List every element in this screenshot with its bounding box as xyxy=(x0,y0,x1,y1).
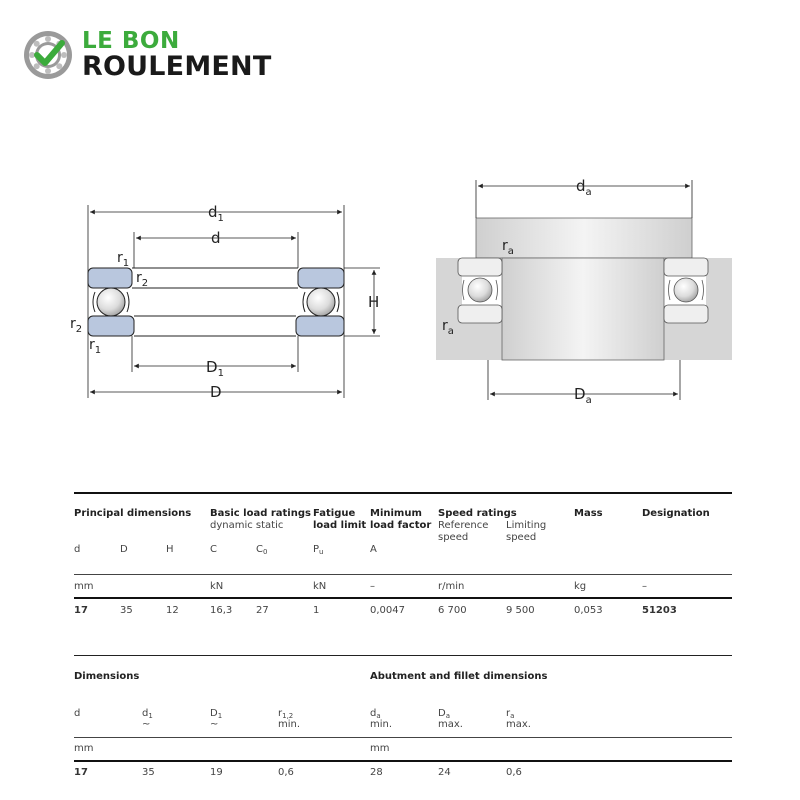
label-D1: $D_1$ xyxy=(206,358,224,379)
unit-kg: kg xyxy=(574,581,587,592)
label-Da: $D_a$ xyxy=(574,385,592,406)
unit-mm: mm xyxy=(74,581,94,592)
header-limiting: Limiting xyxy=(506,520,547,531)
housing-washer-left xyxy=(88,316,134,336)
table2-values-rule xyxy=(74,760,732,762)
dimension-lines-left xyxy=(88,205,380,398)
bearing-mounting-view xyxy=(436,218,732,360)
header-dynamic-static: dynamic static xyxy=(210,520,284,531)
unit-dash-designation: – xyxy=(642,581,647,592)
symbol2-da-base: d xyxy=(370,708,377,719)
shaft-body xyxy=(502,258,664,360)
unit-kN-load: kN xyxy=(210,581,224,592)
header-abutment-fillet: Abutment and fillet dimensions xyxy=(370,671,548,682)
symbol2-ra-max: max. xyxy=(506,719,531,730)
label-r1-bottom: $r_1$ xyxy=(89,337,102,356)
symbol2-D1-approx: ~ xyxy=(210,719,219,730)
table1-units-rule xyxy=(74,574,732,575)
symbol-Pu-sub: u xyxy=(319,548,324,556)
symbol2-r12-sub: 1,2 xyxy=(282,712,294,720)
value2-D1: 19 xyxy=(210,767,223,778)
value-A: 0,0047 xyxy=(370,605,405,616)
symbol-d: d xyxy=(74,544,81,555)
label-H: H xyxy=(368,293,380,311)
symbol-C: C xyxy=(210,544,217,555)
ball-right xyxy=(307,288,335,316)
symbol-A: A xyxy=(370,544,377,555)
label-r1-top: $r_1$ xyxy=(117,250,130,269)
header-load-factor: load factor xyxy=(370,520,432,531)
header-minimum: Minimum xyxy=(370,508,422,519)
value-reference-speed: 6 700 xyxy=(438,605,467,616)
ball-mount-left xyxy=(468,278,492,302)
symbol2-da-sub: a xyxy=(376,712,381,720)
symbol2-r12-base: r xyxy=(278,708,283,719)
label-d1: $d_1$ xyxy=(208,203,224,224)
header-dimensions: Dimensions xyxy=(74,671,140,682)
header-reference-speed: speed xyxy=(438,532,469,543)
header-speed-ratings: Speed ratings xyxy=(438,508,517,519)
symbol2-d1-approx: ~ xyxy=(142,719,151,730)
symbol2-ra-base: r xyxy=(506,708,511,719)
ball-left xyxy=(97,288,125,316)
symbol2-d: d xyxy=(74,708,81,719)
symbol2-da-min: min. xyxy=(370,719,393,730)
table1-top-rule xyxy=(74,492,732,494)
value-limiting-speed: 9 500 xyxy=(506,605,535,616)
value2-Da: 24 xyxy=(438,767,451,778)
logo-text-roulement: ROULEMENT xyxy=(82,51,272,82)
symbol2-Da-max: max. xyxy=(438,719,463,730)
header-fatigue: Fatigue xyxy=(313,508,356,519)
symbol-C0-base: C xyxy=(256,544,263,555)
unit-rmin: r/min xyxy=(438,581,465,592)
symbol-H: H xyxy=(166,544,174,555)
label-r2-left: $r_2$ xyxy=(70,316,83,335)
label-ra-left: $r_a$ xyxy=(442,318,454,337)
table2-top-rule xyxy=(74,655,732,656)
symbol-D: D xyxy=(120,544,128,555)
value2-d1: 35 xyxy=(142,767,155,778)
symbol2-D1-sub: 1 xyxy=(217,712,223,720)
value-mass: 0,053 xyxy=(574,605,603,616)
symbol-Pu xyxy=(313,544,323,558)
symbol2-d1-base: d xyxy=(142,708,149,719)
logo-text-le-bon: LE BON xyxy=(82,28,180,54)
header-limiting-speed: speed xyxy=(506,532,537,543)
value2-d: 17 xyxy=(74,767,88,778)
value2-da: 28 xyxy=(370,767,383,778)
shaft-washer-left xyxy=(88,268,132,288)
label-da: $d_a$ xyxy=(576,177,592,198)
label-d: d xyxy=(211,229,221,247)
bearing-section-view xyxy=(88,268,344,336)
unit-dash-factor: – xyxy=(370,581,375,592)
table2-units-rule xyxy=(74,737,732,738)
value2-r12: 0,6 xyxy=(278,767,294,778)
unit-kN-fatigue: kN xyxy=(313,581,327,592)
symbol2-ra-sub: a xyxy=(510,712,515,720)
table1-values-rule xyxy=(74,597,732,599)
header-principal-dimensions: Principal dimensions xyxy=(74,508,192,519)
symbol-Pu-base: P xyxy=(313,544,320,555)
value-C: 16,3 xyxy=(210,605,233,616)
symbol2-D1-base: D xyxy=(210,708,218,719)
value-C0: 27 xyxy=(256,605,269,616)
symbol-C0 xyxy=(256,544,267,558)
label-ra-top: $r_a$ xyxy=(502,238,514,257)
unit2-mm-dimensions: mm xyxy=(74,743,94,754)
housing-washer-right xyxy=(296,316,344,336)
ball-mount-right xyxy=(674,278,698,302)
symbol2-Da-sub: a xyxy=(445,712,450,720)
symbol2-r12-min: min. xyxy=(278,719,301,730)
value-d: 17 xyxy=(74,605,88,616)
header-reference: Reference xyxy=(438,520,489,531)
symbol2-d1-sub: 1 xyxy=(148,712,153,720)
symbol2-Da-base: D xyxy=(438,708,446,719)
value-H: 12 xyxy=(166,605,179,616)
header-mass: Mass xyxy=(574,508,603,519)
header-load-limit: load limit xyxy=(313,520,367,531)
symbol-C0-sub: 0 xyxy=(262,548,268,556)
value-Pu: 1 xyxy=(313,605,320,616)
label-r2-top: $r_2$ xyxy=(136,270,149,289)
value-designation: 51203 xyxy=(642,605,677,616)
value2-ra: 0,6 xyxy=(506,767,522,778)
shaft-washer-right xyxy=(298,268,344,288)
value-D: 35 xyxy=(120,605,133,616)
unit2-mm-abutment: mm xyxy=(370,743,390,754)
header-designation: Designation xyxy=(642,508,710,519)
label-D: D xyxy=(210,383,222,401)
header-basic-load-ratings: Basic load ratings xyxy=(210,508,311,519)
